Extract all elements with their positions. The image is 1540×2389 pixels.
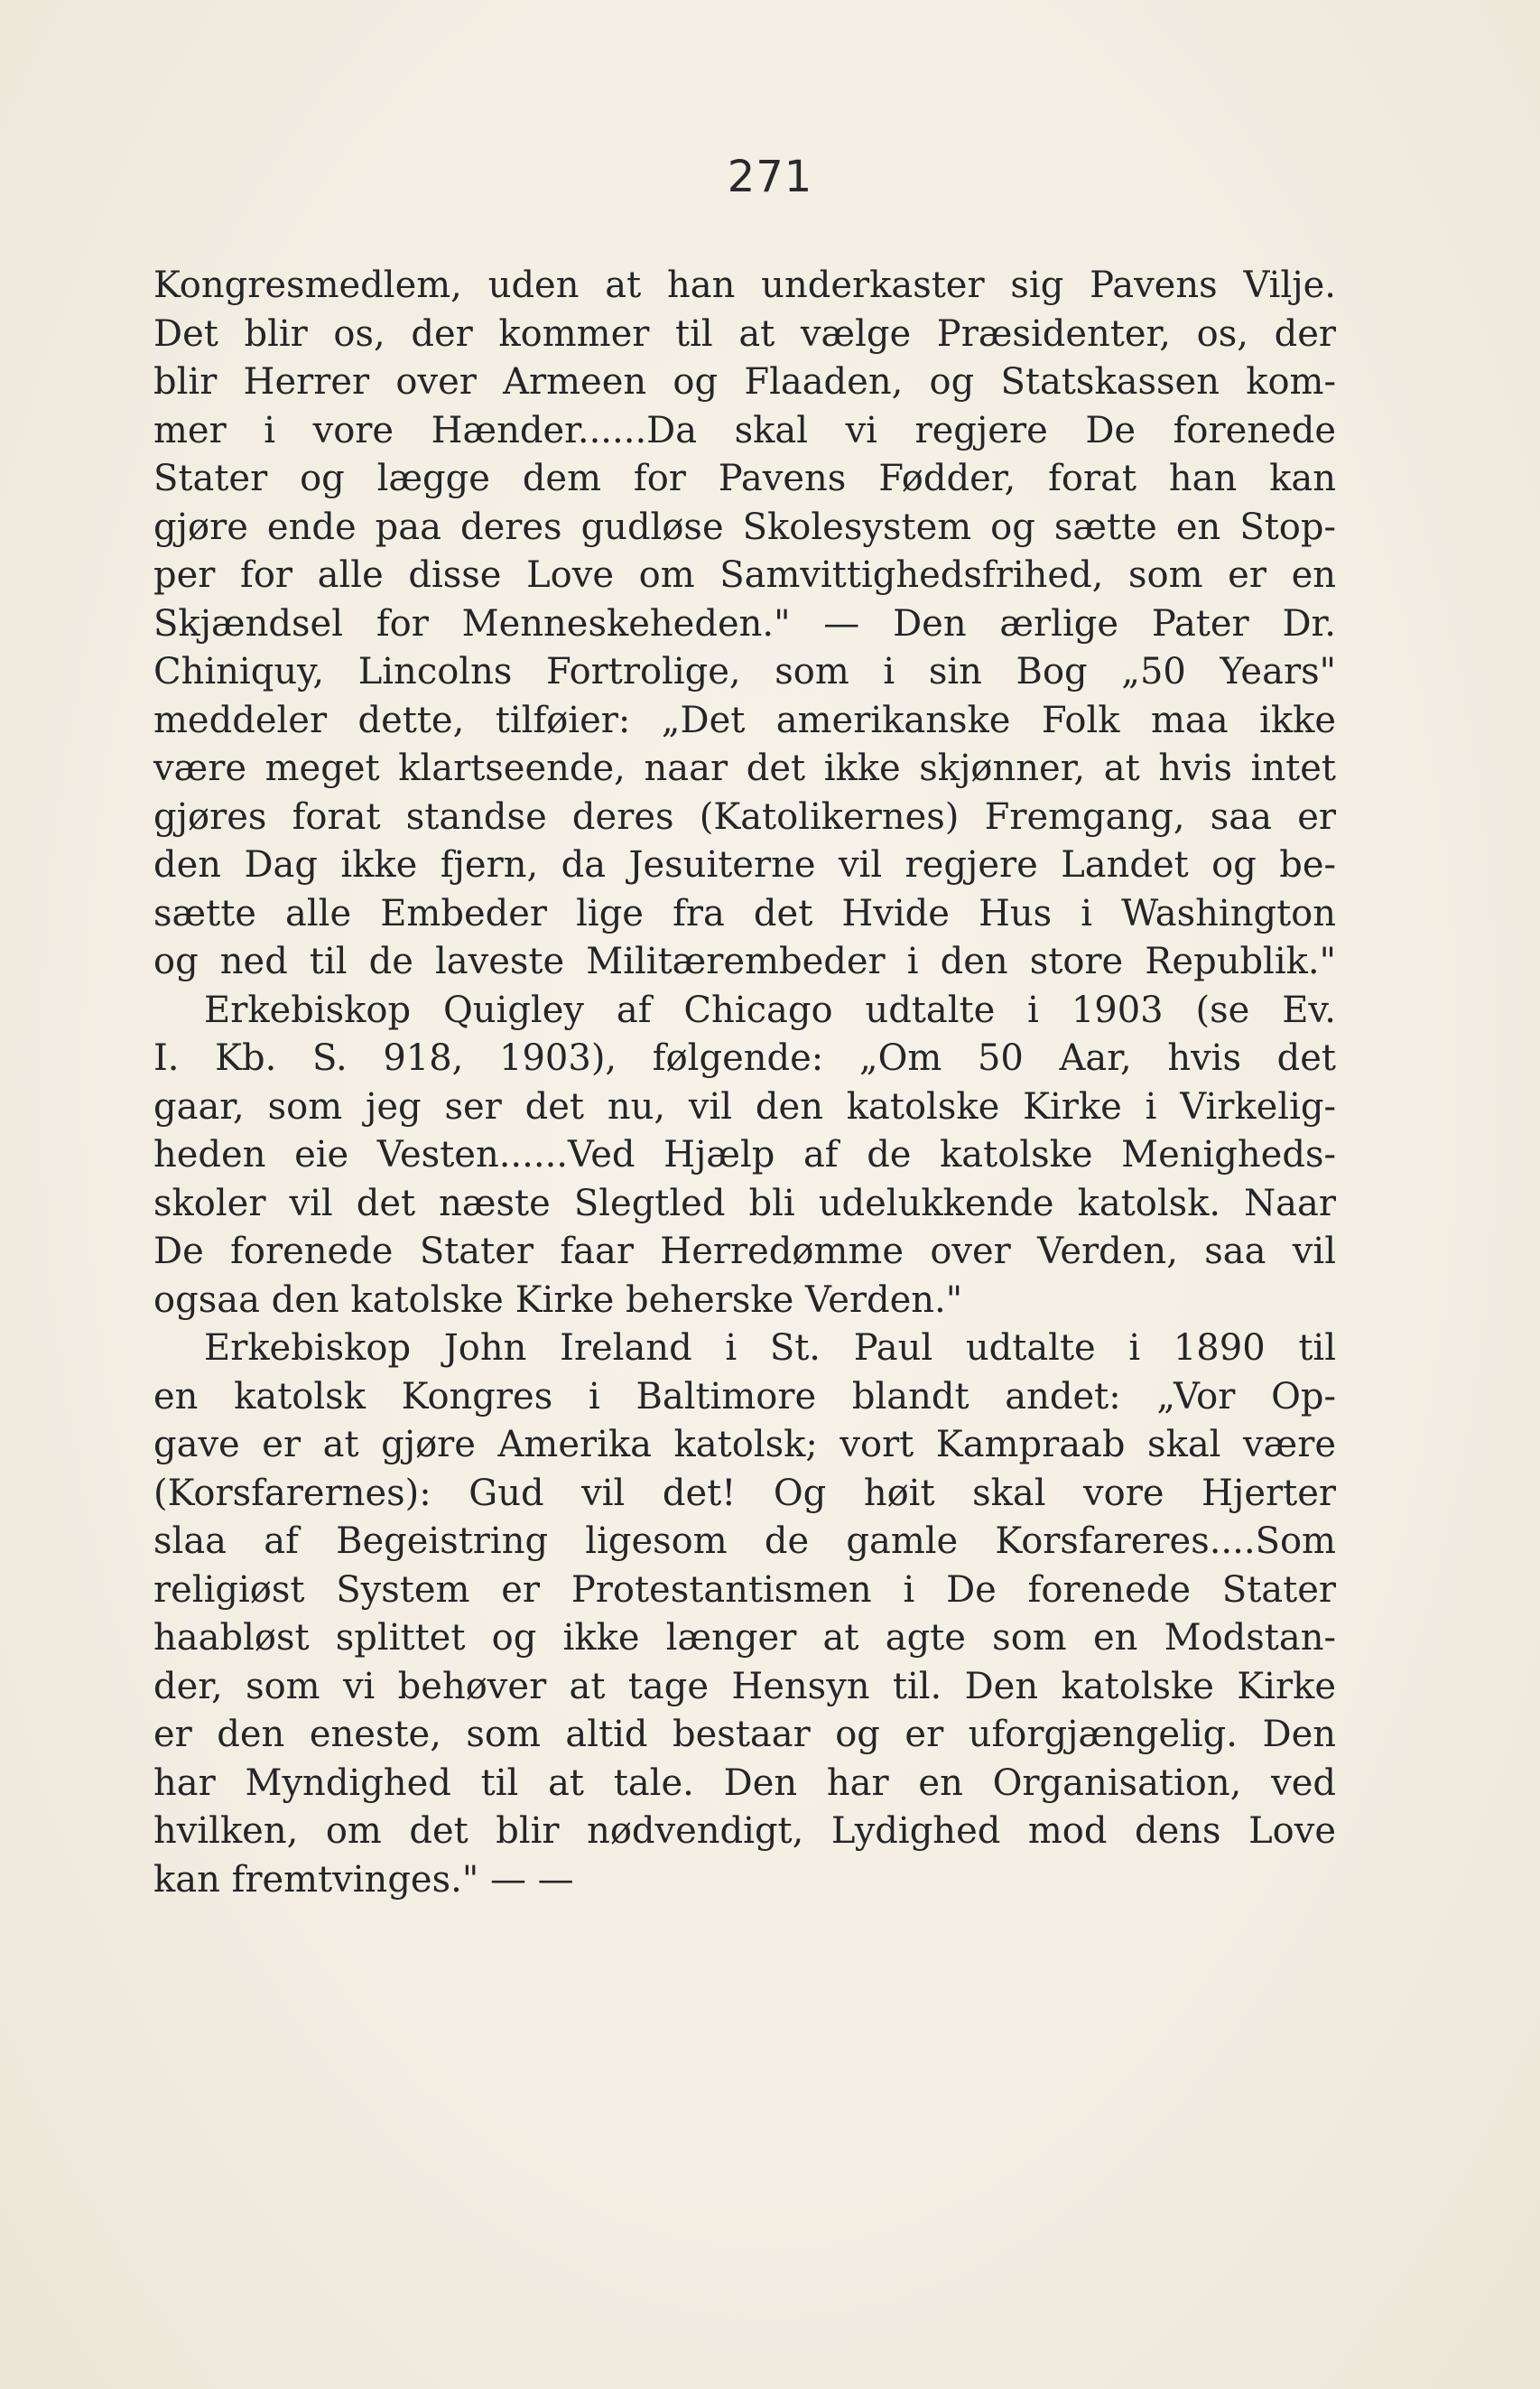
text-line: og ned til de laveste Militærembeder i den store Republik.": [153, 941, 1336, 982]
text-line: sætte alle Embeder lige fra det Hvide Hus i Washington: [153, 892, 1336, 934]
text-line: haabløst splittet og ikke længer at agte som en Modstan-: [153, 1617, 1336, 1659]
paragraph-start-line: Erkebiskop Quigley af Chicago udtalte i 1903 (se Ev.: [204, 989, 1336, 1031]
text-line: har Myndighed til at tale. Den har en Organisation, ved: [153, 1762, 1336, 1804]
text-line: (Korsfarernes): Gud vil det! Og høit skal vore Hjerter: [153, 1472, 1336, 1514]
text-line: Chiniquy, Lincolns Fortrolige, som i sin Bog „50 Years": [153, 651, 1336, 693]
text-line: Skjændsel for Menneskeheden." — Den ærlige Pater Dr.: [153, 602, 1336, 645]
text-line: heden eie Vesten......Ved Hjælp af de katolske Menigheds-: [153, 1134, 1336, 1176]
text-line: De forenede Stater faar Herredømme over Verden, saa vil: [153, 1231, 1336, 1272]
text-line: en katolsk Kongres i Baltimore blandt andet: „Vor Op-: [153, 1375, 1336, 1418]
text-line: slaa af Begeistring ligesom de gamle Korsfareres....Som: [153, 1520, 1336, 1562]
text-line: skoler vil det næste Slegtled bli udelukkende katolsk. Naar: [153, 1182, 1336, 1224]
body-text: [153, 262, 1336, 1904]
text-line: per for alle disse Love om Samvittighedsfrihed, som er en: [153, 554, 1336, 596]
text-line: mer i vore Hænder......Da skal vi regjere De forenede: [153, 409, 1336, 451]
text-line: er den eneste, som altid bestaar og er uforgjængelig. Den: [153, 1714, 1336, 1755]
text-line: gaar, som jeg ser det nu, vil den katolske Kirke i Virkelig-: [153, 1085, 1336, 1128]
text-line: gjøre ende paa deres gudløse Skolesystem og sætte en Stop-: [153, 506, 1336, 548]
text-line: meddeler dette, tilføier: „Det amerikanske Folk maa ikke: [153, 699, 1336, 741]
text-line: den Dag ikke fjern, da Jesuiterne vil regjere Landet og be-: [153, 844, 1336, 886]
page-number: 271: [727, 152, 813, 202]
text-line: hvilken, om det blir nødvendigt, Lydighed mod dens Love: [153, 1810, 1336, 1852]
text-line: blir Herrer over Armeen og Flaaden, og Statskassen kom-: [153, 361, 1336, 403]
text-line: der, som vi behøver at tage Hensyn til. Den katolske Kirke: [153, 1665, 1336, 1707]
text-line: I. Kb. S. 918, 1903), følgende: „Om 50 Aar, hvis det: [153, 1037, 1336, 1079]
text-line: gjøres forat standse deres (Katolikernes) Fremgang, saa er: [153, 795, 1336, 838]
text-line: være meget klartseende, naar det ikke skjønner, at hvis intet: [153, 748, 1336, 789]
text-line: ogsaa den katolske Kirke beherske Verden.": [153, 1278, 963, 1321]
text-line: Stater og lægge dem for Pavens Fødder, forat han kan: [153, 458, 1336, 499]
text-line: gave er at gjøre Amerika katolsk; vort Kampraab skal være: [153, 1424, 1336, 1465]
text-line: Det blir os, der kommer til at vælge Præsidenter, os, der: [153, 312, 1336, 355]
text-line: religiøst System er Protestantismen i De forenede Stater: [153, 1568, 1336, 1611]
text-line: Kongresmedlem, uden at han underkaster sig Pavens Vilje.: [153, 265, 1336, 306]
paragraph-start-line: Erkebiskop John Ireland i St. Paul udtalte i 1890 til: [204, 1327, 1336, 1369]
text-line: kan fremtvinges." — —: [153, 1858, 574, 1901]
